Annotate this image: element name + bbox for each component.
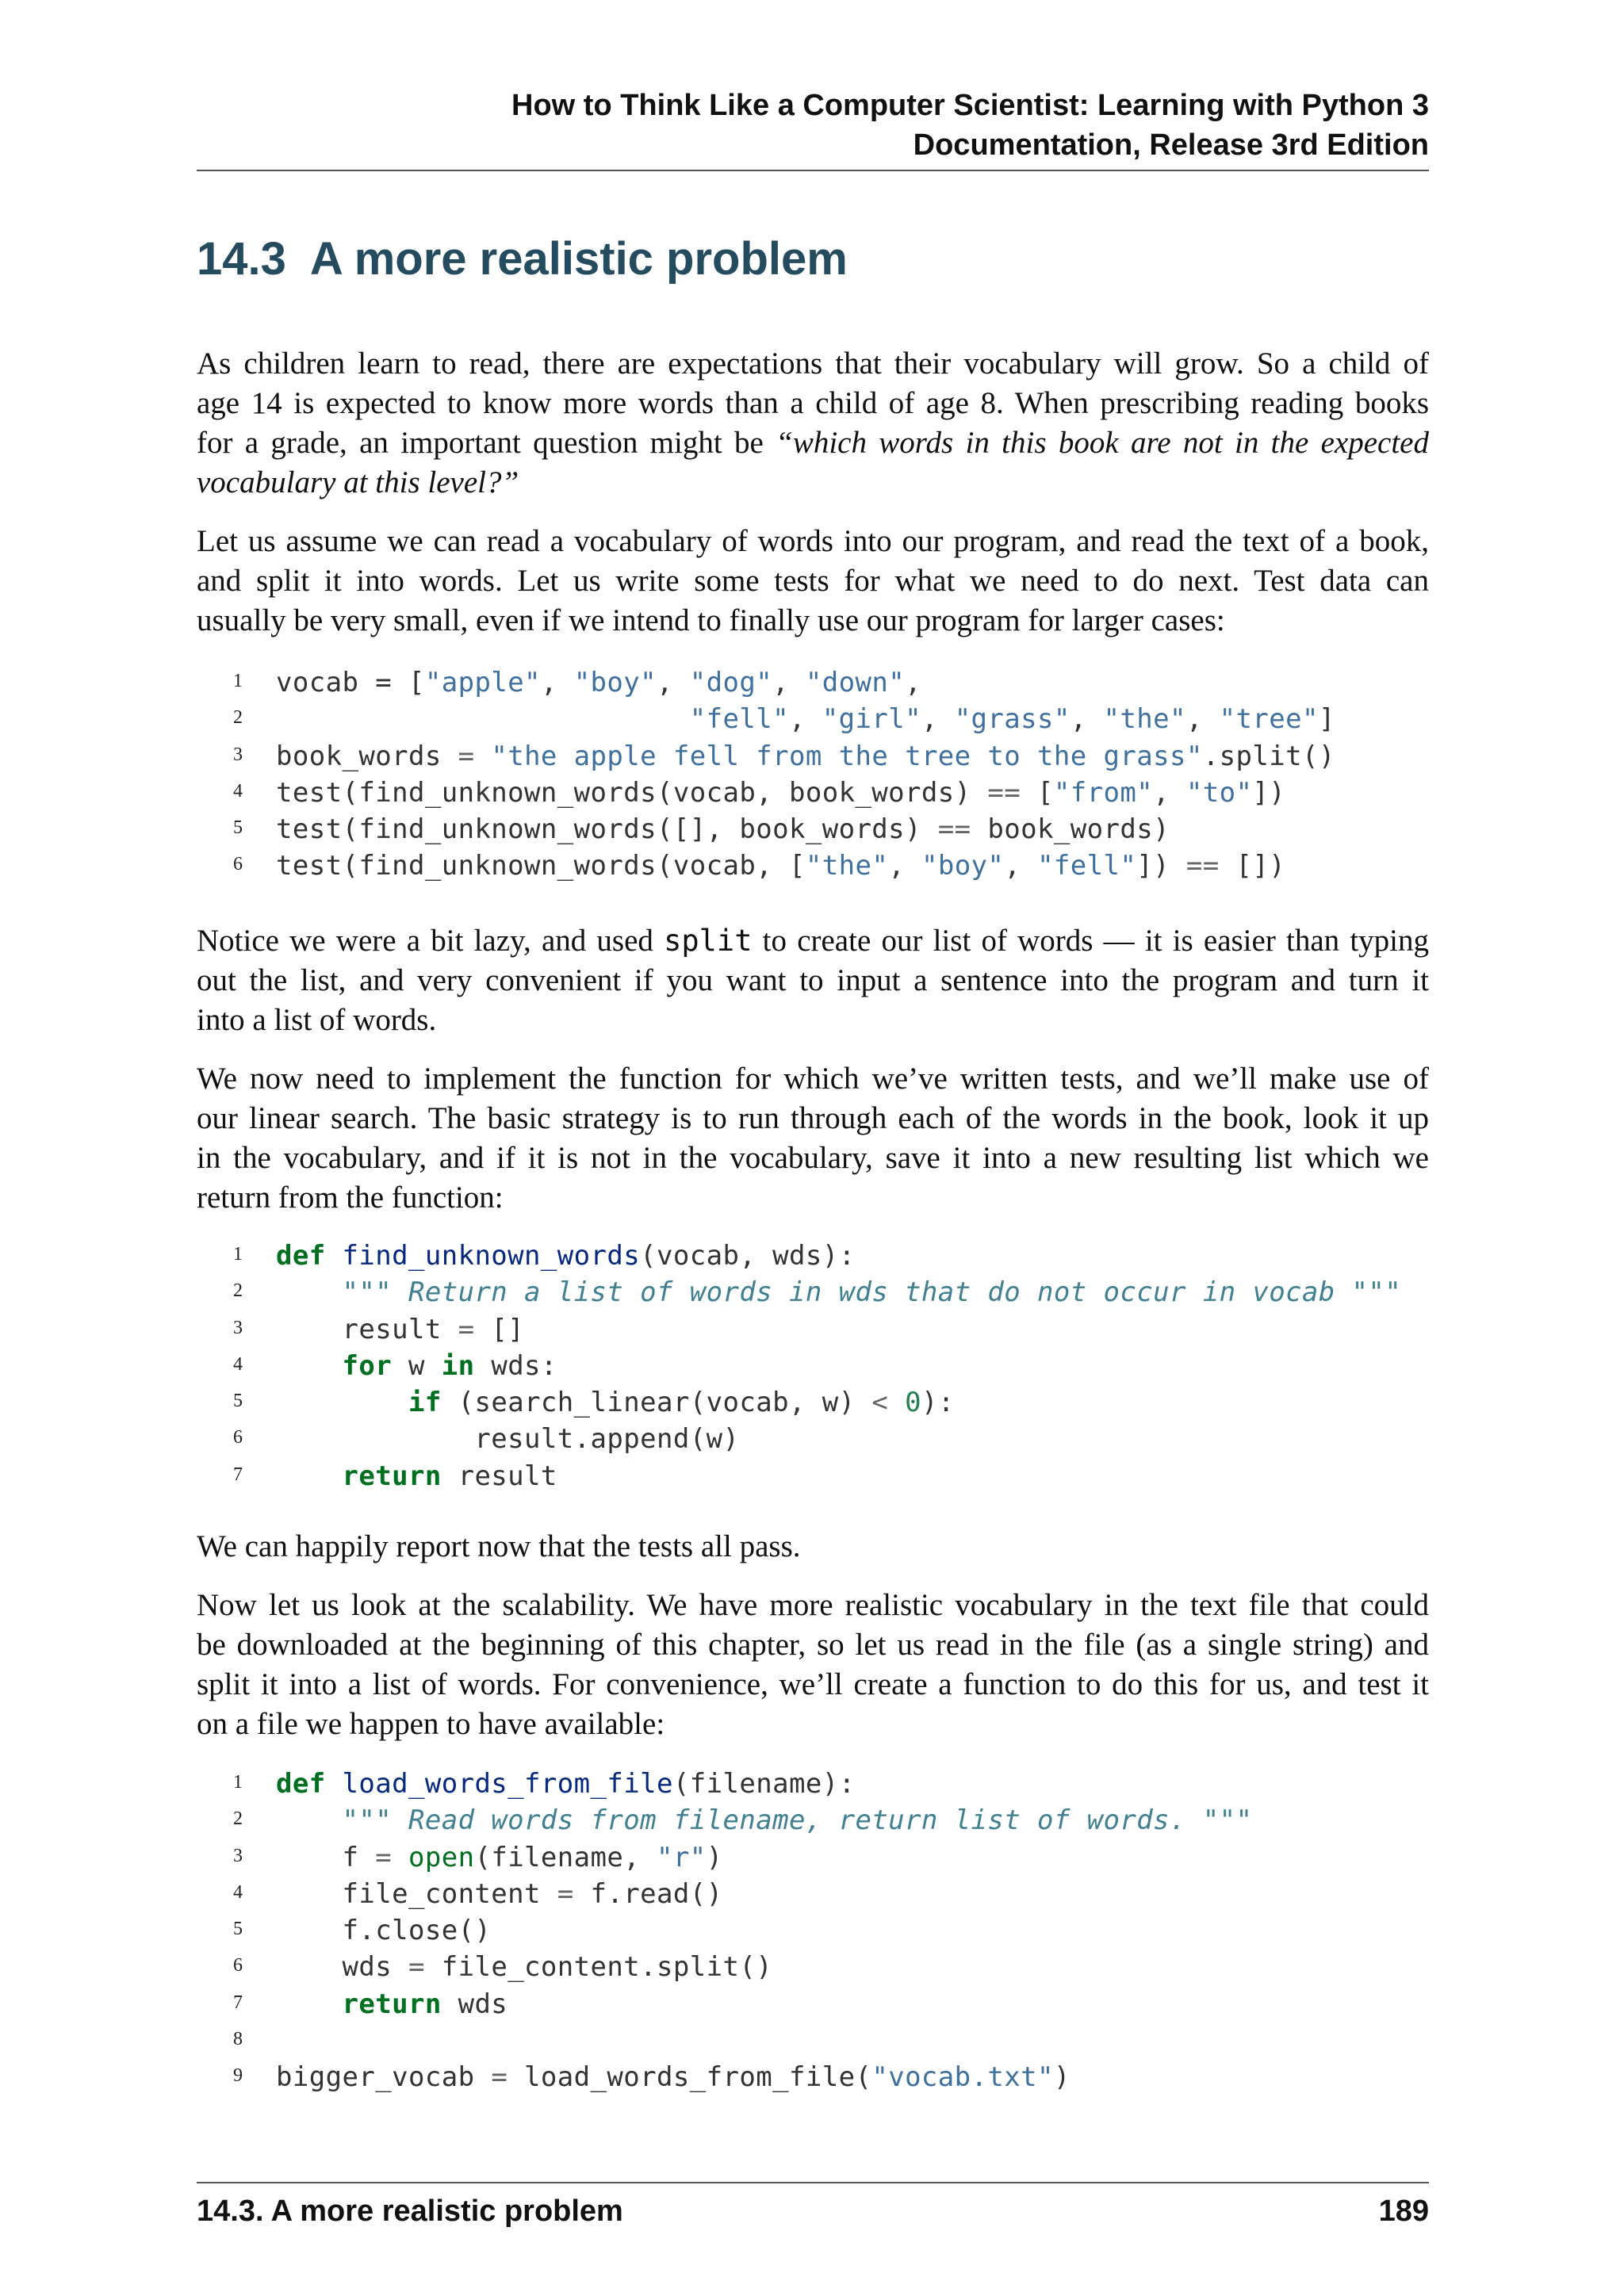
- code-token: "from": [1053, 776, 1154, 809]
- text-line: As children learn to read, there are expectations that their vocabulary will grow. So a child of: [197, 346, 1429, 381]
- code-text: [276, 1986, 508, 2022]
- code-token: "the": [1103, 703, 1186, 736]
- text-line: [197, 921, 1429, 961]
- code-token: [326, 1240, 343, 1272]
- code-line: [197, 1876, 1505, 1912]
- code-token: load_words_from_file: [342, 1768, 673, 1800]
- code-token: result: [276, 1313, 458, 1345]
- code-token: wds: [441, 1988, 508, 2020]
- code-text: [276, 664, 921, 701]
- text-line: our linear search. The basic strategy is to run through each of the words in the book, look it up: [197, 1101, 1429, 1135]
- code-token: file_content.split(): [424, 1951, 773, 1984]
- text-line: Now let us look at the scalability. We have more realistic vocabulary in the text file that could: [197, 1588, 1429, 1622]
- code-token: "girl": [822, 703, 921, 736]
- code-token: """ Read words from filename, return list of words. """: [342, 1804, 1253, 1837]
- code-token: book_words): [971, 813, 1170, 846]
- text-line: on a file we happen to have available:: [197, 1707, 665, 1741]
- text-line: in the vocabulary, and if it is not in the vocabulary, save it into a new resulting list which we: [197, 1141, 1429, 1175]
- header-rule: [197, 170, 1429, 171]
- text-line: age 14 is expected to know more words than a child of age 8. When prescribing reading books: [197, 386, 1429, 420]
- code-line: [197, 664, 1505, 701]
- line-number: 3: [233, 1845, 243, 1866]
- code-token: ,: [657, 667, 690, 698]
- code-token: [276, 1804, 342, 1836]
- code-token: "boy": [921, 850, 1005, 882]
- code-token: ): [706, 1841, 723, 1873]
- text-line: return from the function:: [197, 1181, 504, 1215]
- code-token: ,: [788, 703, 822, 736]
- code-token: ,: [921, 703, 955, 736]
- code-token: ]): [1136, 850, 1186, 882]
- text-line: be downloaded at the beginning of this chapter, so let us read in the file (as a single string) and: [197, 1628, 1429, 1662]
- code-token: <: [871, 1387, 889, 1419]
- line-number: 9: [233, 2065, 243, 2087]
- code-line: [197, 2059, 1505, 2095]
- code-token: w: [392, 1349, 442, 1382]
- code-token: ,: [905, 667, 921, 698]
- footer-section-title: 14.3. A more realistic problem: [197, 2195, 623, 2228]
- code-token: [392, 1842, 408, 1873]
- code-text: [276, 811, 1170, 848]
- code-token: "boy": [573, 667, 657, 698]
- code-token: [276, 703, 690, 735]
- code-token: in: [441, 1349, 475, 1382]
- line-number: 7: [233, 1464, 243, 1485]
- code-line: [197, 1274, 1505, 1311]
- line-number: 4: [233, 780, 243, 802]
- code-token: "dog": [689, 667, 773, 698]
- code-token: def: [276, 1240, 326, 1272]
- code-line: [197, 1384, 1505, 1421]
- code-line: [197, 738, 1505, 775]
- code-token: ==: [987, 776, 1021, 809]
- line-number: 1: [233, 1244, 243, 1265]
- code-token: f.close(): [276, 1915, 492, 1947]
- code-token: [276, 1988, 342, 2020]
- code-token: load_words_from_file(: [508, 2061, 872, 2094]
- code-token: "apple": [424, 667, 541, 698]
- code-token: result: [441, 1460, 557, 1492]
- code-token: [: [392, 667, 425, 698]
- line-number: 4: [233, 1353, 243, 1375]
- code-text: [276, 1384, 955, 1421]
- text-line: split it into a list of words. For convenience, we’ll create a function to do this for us, and test it: [197, 1667, 1429, 1701]
- code-token: [326, 1768, 343, 1800]
- paragraph-tests-intro: [197, 522, 1429, 641]
- code-block-tests: [197, 664, 1505, 885]
- code-text: [276, 1912, 491, 1949]
- code-text: [276, 1348, 557, 1384]
- section-number: 14.3: [197, 233, 286, 285]
- running-header-line-1: How to Think Like a Computer Scientist: Learning with Python 3: [511, 89, 1429, 122]
- text-line: out the list, and very convenient if you want to input a sentence into the program and turn it: [197, 963, 1429, 997]
- text-line: [197, 423, 1429, 463]
- code-token: for: [342, 1349, 393, 1382]
- paragraph-scalability: [197, 1586, 1429, 1744]
- code-token: ,: [888, 850, 921, 882]
- line-number: 7: [233, 1992, 243, 2013]
- code-token: "the apple fell from the tree to the grass": [491, 740, 1203, 772]
- code-text: [276, 1839, 723, 1876]
- code-token: """ Return a list of words in wds that do not occur in vocab """: [342, 1276, 1402, 1309]
- code-token: book_words: [276, 740, 458, 772]
- code-line: [197, 1986, 1505, 2022]
- code-line: [197, 1458, 1505, 1494]
- code-line: [197, 1839, 1505, 1876]
- code-text: [276, 1458, 557, 1494]
- running-header-line-2: Documentation, Release 3rd Edition: [913, 128, 1429, 162]
- text-line: usually be very small, even if we intend to finally use our program for larger cases:: [197, 603, 1225, 637]
- text-span: Notice we were a bit lazy, and used: [197, 924, 665, 958]
- line-number: 6: [233, 1955, 243, 1976]
- line-number: 1: [233, 1772, 243, 1793]
- text-line: We can happily report now that the tests all pass.: [197, 1529, 801, 1563]
- code-text: [276, 1949, 772, 1985]
- code-token: return: [342, 1460, 442, 1492]
- code-token: =: [557, 1877, 574, 1910]
- code-token: ): [1053, 2061, 1071, 2094]
- code-token: ]): [1252, 776, 1286, 809]
- code-token: test(find_unknown_words([], book_words): [276, 813, 938, 846]
- code-token: ):: [921, 1387, 955, 1419]
- code-text: [276, 1311, 524, 1348]
- code-token: (search_linear(vocab, w): [441, 1387, 872, 1419]
- code-line: [197, 701, 1505, 737]
- code-text: [276, 1274, 1401, 1311]
- code-token: file_content: [276, 1877, 557, 1910]
- code-text: [276, 775, 1285, 811]
- line-number: 5: [233, 1391, 243, 1412]
- code-token: [888, 1387, 905, 1418]
- line-number: 4: [233, 1881, 243, 1903]
- text-line: and split it into words. Let us write some tests for what we need to do next. Test data can: [197, 564, 1429, 598]
- code-token: (filename,: [474, 1841, 657, 1873]
- code-token: =: [458, 740, 475, 772]
- code-token: =: [408, 1951, 425, 1984]
- code-token: "the": [805, 850, 889, 882]
- code-token: =: [375, 667, 393, 698]
- code-token: test(find_unknown_words(vocab, book_words): [276, 776, 988, 809]
- code-token: ,: [1153, 776, 1186, 809]
- code-line: [197, 2022, 1505, 2059]
- code-token: "grass": [954, 703, 1071, 736]
- footer-rule: [197, 2182, 1429, 2183]
- text-line: into a list of words.: [197, 1003, 437, 1037]
- code-text: [276, 1766, 855, 1802]
- code-token: if: [408, 1387, 442, 1419]
- code-token: ,: [1004, 850, 1038, 882]
- code-token: [276, 1350, 342, 1382]
- code-token: =: [375, 1841, 393, 1873]
- line-number: 2: [233, 707, 243, 729]
- code-token: "down": [805, 667, 906, 698]
- code-block-load-words: [197, 1766, 1505, 2096]
- paragraph-tests-pass: [197, 1527, 1429, 1567]
- code-token: [474, 740, 491, 772]
- running-header: [197, 86, 1429, 165]
- emphasis-text: vocabulary at this level?”: [197, 465, 519, 499]
- document-page: [197, 0, 1429, 2296]
- code-block-find-unknown-words: [197, 1238, 1505, 1494]
- code-token: [: [1021, 776, 1054, 809]
- code-line: [197, 811, 1505, 848]
- code-token: wds: [276, 1951, 408, 1984]
- line-number: 6: [233, 854, 243, 875]
- code-text: [276, 738, 1335, 775]
- code-token: return: [342, 1988, 442, 2020]
- code-token: ,: [1185, 703, 1220, 736]
- code-text: [276, 848, 1285, 884]
- code-token: ]: [1318, 703, 1335, 736]
- code-token: vocab: [276, 667, 376, 698]
- inline-code: split: [664, 924, 753, 958]
- code-token: ==: [1185, 850, 1220, 882]
- code-token: def: [276, 1768, 326, 1800]
- code-token: =: [458, 1313, 475, 1345]
- paragraph-implementation-intro: [197, 1059, 1429, 1218]
- code-token: [276, 1460, 342, 1492]
- code-token: .split(): [1202, 740, 1335, 772]
- code-token: open: [408, 1841, 475, 1873]
- code-token: "to": [1185, 776, 1253, 809]
- code-text: [276, 1876, 723, 1912]
- text-line: Let us assume we can read a vocabulary of words into our program, and read the text of a book,: [197, 524, 1429, 558]
- code-token: ,: [772, 667, 806, 698]
- code-token: (vocab, wds):: [640, 1240, 856, 1272]
- paragraph-split-note: [197, 921, 1429, 1040]
- section-title: [197, 232, 848, 287]
- code-token: (filename):: [672, 1768, 856, 1800]
- page-number: 189: [1378, 2195, 1429, 2228]
- code-line: [197, 1348, 1505, 1384]
- code-text: [276, 1238, 855, 1274]
- code-token: "fell": [689, 703, 789, 736]
- code-line: [197, 1766, 1505, 1802]
- code-text: [276, 1802, 1252, 1839]
- code-token: ,: [1070, 703, 1104, 736]
- code-token: ,: [540, 667, 574, 698]
- code-token: []): [1219, 850, 1286, 882]
- code-token: find_unknown_words: [342, 1240, 641, 1272]
- code-token: ==: [937, 813, 971, 846]
- code-line: [197, 775, 1505, 811]
- code-token: [276, 1387, 408, 1418]
- line-number: 5: [233, 817, 243, 839]
- code-line: [197, 1421, 1505, 1457]
- line-number: 1: [233, 671, 243, 691]
- text-line: We now need to implement the function for which we’ve written tests, and we’ll make use of: [197, 1062, 1429, 1096]
- code-text: [276, 701, 1335, 737]
- line-number: 3: [233, 1317, 243, 1338]
- code-token: []: [474, 1313, 525, 1345]
- code-token: =: [491, 2061, 508, 2094]
- code-token: f: [276, 1841, 376, 1873]
- code-text: [276, 2059, 1071, 2095]
- text-span: to create our list of words — it is easier than typing: [752, 924, 1429, 958]
- line-number: 6: [233, 1427, 243, 1448]
- code-line: [197, 1949, 1505, 1985]
- code-token: wds:: [474, 1349, 557, 1382]
- emphasis-text: “which words in this book are not in the expected: [776, 426, 1429, 460]
- text-line: [197, 463, 1429, 503]
- code-token: "tree": [1219, 703, 1319, 736]
- code-token: "vocab.txt": [871, 2061, 1054, 2094]
- code-line: [197, 1311, 1505, 1348]
- line-number: 8: [233, 2029, 243, 2050]
- code-line: [197, 1802, 1505, 1839]
- code-token: "fell": [1037, 850, 1137, 882]
- code-line: [197, 848, 1505, 884]
- code-token: f.read(): [573, 1877, 723, 1910]
- line-number: 3: [233, 744, 243, 765]
- paragraph-vocabulary-intro: [197, 344, 1429, 503]
- line-number: 5: [233, 1919, 243, 1940]
- code-token: 0: [905, 1387, 921, 1419]
- code-token: "r": [657, 1841, 707, 1873]
- code-text: [276, 1421, 739, 1457]
- line-number: 2: [233, 1808, 243, 1830]
- code-token: result.append(w): [276, 1423, 740, 1456]
- section-heading-text: A more realistic problem: [309, 233, 848, 285]
- code-line: [197, 1238, 1505, 1274]
- code-token: [276, 1276, 342, 1308]
- code-line: [197, 1912, 1505, 1949]
- text-span: for a grade, an important question might be: [197, 426, 776, 460]
- code-token: bigger_vocab: [276, 2061, 492, 2094]
- line-number: 2: [233, 1280, 243, 1302]
- code-token: test(find_unknown_words(vocab, [: [276, 850, 806, 882]
